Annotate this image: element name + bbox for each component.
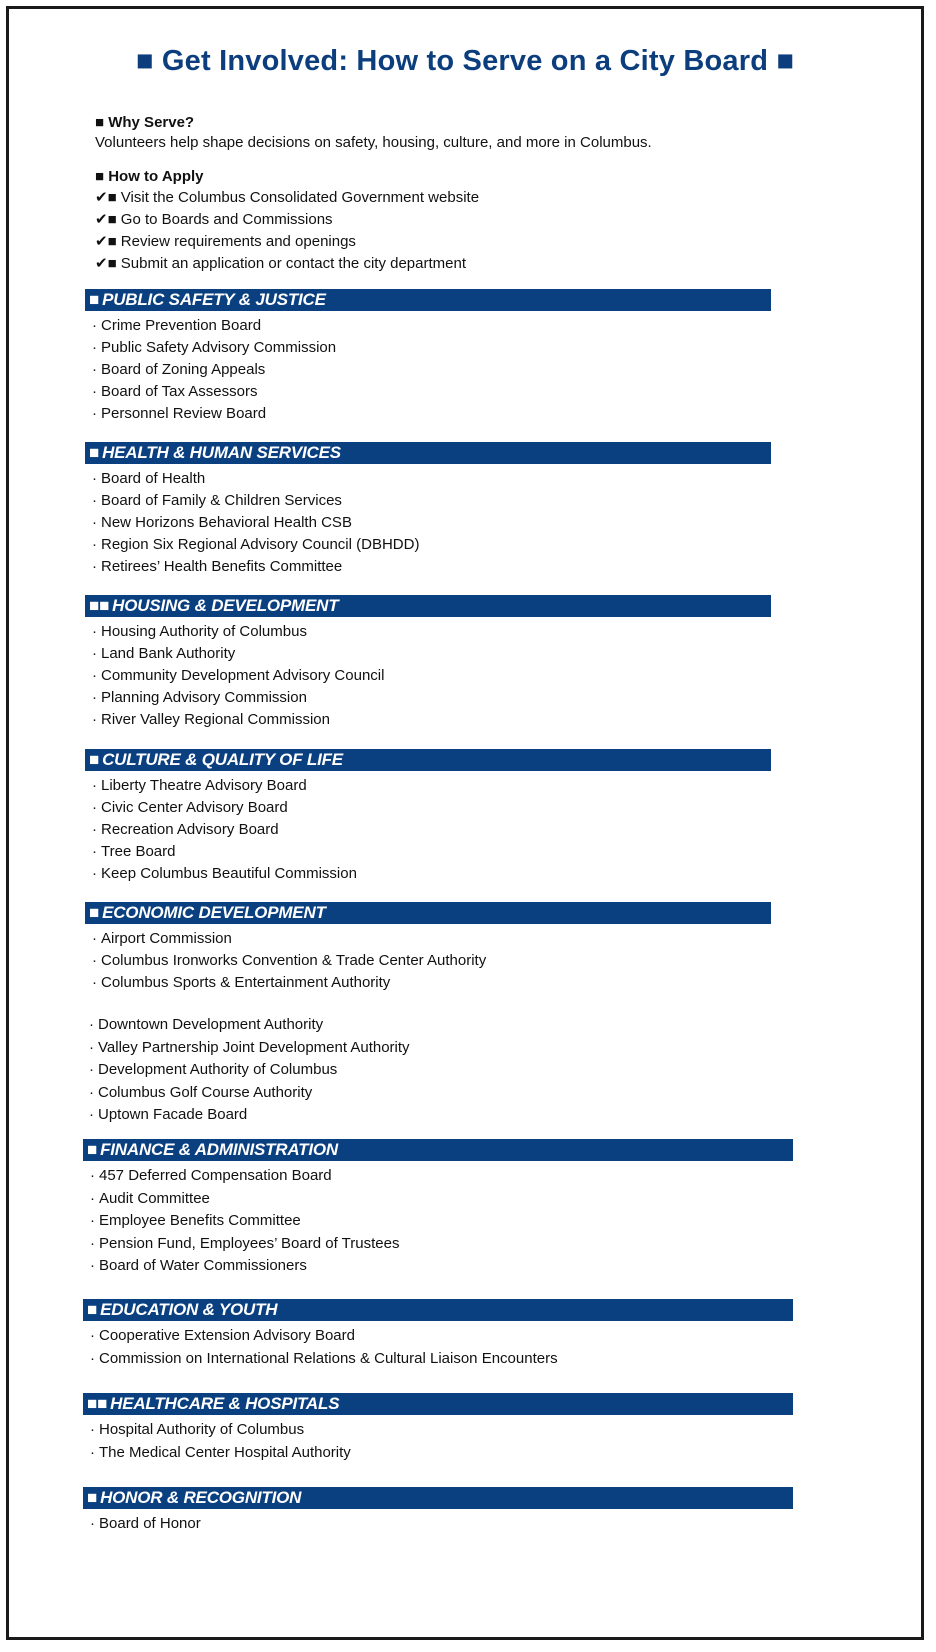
list-item: · New Horizons Behavioral Health CSB (92, 514, 352, 531)
list-item: · Airport Commission (92, 930, 232, 947)
why-serve-heading: ■ Why Serve? (95, 114, 195, 131)
section-header (85, 749, 771, 771)
square-icon: ■ (89, 903, 100, 922)
section-header (85, 595, 771, 617)
board-list (83, 1419, 793, 1464)
section-header (83, 1139, 793, 1161)
list-item: · Personnel Review Board (92, 405, 267, 422)
list-item: · Board of Water Commissioners (90, 1257, 307, 1274)
list-item: · Board of Tax Assessors (92, 383, 258, 400)
board-list (85, 621, 771, 731)
list-item: · Commission on International Relations & Cultural Liaison Encounters (90, 1349, 558, 1367)
list-item: · Recreation Advisory Board (92, 821, 279, 838)
section-title: HONOR & RECOGNITION (100, 1488, 302, 1507)
section-title: HEALTHCARE & HOSPITALS (110, 1394, 340, 1413)
list-item: · The Medical Center Hospital Authority (90, 1443, 351, 1461)
list-item: · Liberty Theatre Advisory Board (92, 777, 307, 794)
list-item: · Public Safety Advisory Commission (92, 339, 337, 356)
list-item: · Columbus Sports & Entertainment Authority (92, 974, 391, 991)
list-item: · Development Authority of Columbus (89, 1061, 338, 1078)
list-item: · Board of Family & Children Services (92, 492, 342, 509)
why-serve-text: Volunteers help shape decisions on safety, housing, culture, and more in Columbus. (95, 134, 652, 151)
list-item: · Keep Columbus Beautiful Commission (92, 865, 357, 882)
square-icon: ■■ (87, 1394, 108, 1413)
apply-steps (95, 187, 855, 275)
square-icon: ■■ (89, 596, 110, 615)
list-item: · Hospital Authority of Columbus (90, 1421, 305, 1438)
apply-step: ✔■ Submit an application or contact the city department (95, 255, 466, 272)
list-item: · Board of Health (92, 470, 206, 487)
list-item: · Board of Zoning Appeals (92, 361, 266, 378)
list-item: · Tree Board (92, 843, 176, 860)
section-public-safety (85, 289, 771, 425)
list-item: · Cooperative Extension Advisory Board (90, 1327, 355, 1344)
square-icon: ■ (89, 290, 100, 309)
list-item: · 457 Deferred Compensation Board (90, 1167, 332, 1184)
section-header (85, 442, 771, 464)
section-education-youth (83, 1299, 793, 1370)
list-item: · Audit Committee (90, 1189, 210, 1207)
board-list (85, 468, 771, 578)
section-header (83, 1393, 793, 1415)
intro (95, 113, 855, 275)
page-frame (6, 6, 924, 1640)
list-item: · Planning Advisory Commission (92, 689, 307, 706)
list-item: · Columbus Golf Course Authority (89, 1083, 313, 1101)
section-title: FINANCE & ADMINISTRATION (100, 1140, 338, 1159)
board-list (85, 928, 771, 994)
board-list (83, 1513, 793, 1536)
square-icon: ■ (87, 1488, 98, 1507)
section-header (83, 1487, 793, 1509)
list-item: · Downtown Development Authority (89, 1016, 324, 1033)
section-honor-recognition (83, 1487, 793, 1536)
apply-step: ✔■ Visit the Columbus Consolidated Government website (95, 189, 480, 206)
board-list (83, 1325, 793, 1370)
page-title: ■ Get Involved: How to Serve on a City Board ■ (135, 45, 795, 77)
section-title: EDUCATION & YOUTH (100, 1300, 278, 1319)
board-list (89, 1014, 789, 1127)
list-item: · Region Six Regional Advisory Council (DBHDD) (92, 536, 420, 553)
section-culture-quality-of-life (85, 749, 771, 885)
section-economic-development-continued (89, 1010, 789, 1127)
board-list (85, 315, 771, 425)
list-item: · Crime Prevention Board (92, 317, 262, 334)
apply-step: ✔■ Review requirements and openings (95, 233, 356, 250)
list-item: · River Valley Regional Commission (92, 711, 330, 728)
square-icon: ■ (87, 1140, 98, 1159)
square-icon: ■ (89, 750, 100, 769)
apply-step: ✔■ Go to Boards and Commissions (95, 211, 333, 228)
section-healthcare-hospitals (83, 1393, 793, 1464)
list-item: · Uptown Facade Board (89, 1106, 248, 1123)
list-item: · Pension Fund, Employees’ Board of Trustees (90, 1234, 400, 1252)
list-item: · Civic Center Advisory Board (92, 799, 288, 816)
section-title: ECONOMIC DEVELOPMENT (102, 903, 326, 922)
section-header (83, 1299, 793, 1321)
list-item: · Employee Benefits Committee (90, 1212, 301, 1229)
list-item: · Valley Partnership Joint Development Authority (89, 1038, 410, 1056)
list-item: · Columbus Ironworks Convention & Trade Center Authority (92, 952, 487, 969)
section-title: HEALTH & HUMAN SERVICES (102, 443, 341, 462)
board-list (85, 775, 771, 885)
section-health-human-services (85, 442, 771, 578)
section-header (85, 289, 771, 311)
how-to-apply-heading: ■ How to Apply (95, 168, 204, 185)
list-item: · Community Development Advisory Council (92, 667, 385, 684)
list-item: · Retirees’ Health Benefits Committee (92, 558, 343, 575)
section-economic-development (85, 902, 771, 994)
section-header (85, 902, 771, 924)
section-title: PUBLIC SAFETY & JUSTICE (102, 290, 326, 309)
section-title: HOUSING & DEVELOPMENT (112, 596, 339, 615)
list-item: · Land Bank Authority (92, 645, 236, 662)
section-title: CULTURE & QUALITY OF LIFE (102, 750, 343, 769)
board-list (83, 1165, 793, 1278)
list-item: · Board of Honor (90, 1515, 201, 1532)
section-finance-administration (83, 1139, 793, 1278)
square-icon: ■ (87, 1300, 98, 1319)
list-item: · Housing Authority of Columbus (92, 623, 307, 640)
section-housing-development (85, 595, 771, 731)
square-icon: ■ (89, 443, 100, 462)
